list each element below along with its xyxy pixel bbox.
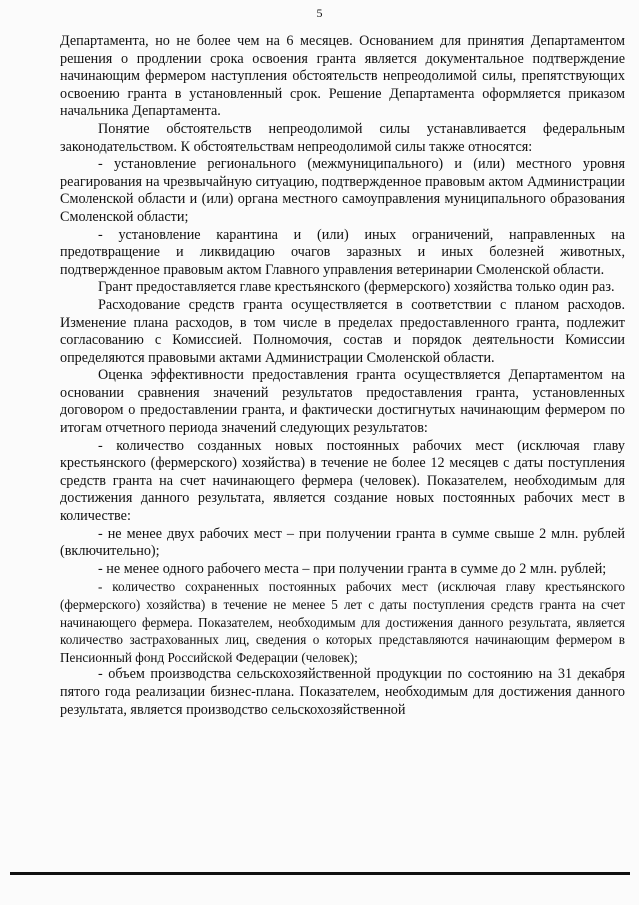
paragraph-evaluation: Оценка эффективности предоставления гранта осуществляется Департаментом на основании сравнения значений результатов предоставления гранта, установленных договором о предоставлении гранта, и фактически достигнутых начинающим фермером по итогам отчетного периода значений следующих результатов: <box>60 367 625 437</box>
paragraph-grant-once: Грант предоставляется главе крестьянского (фермерского) хозяйства только один раз. <box>98 279 615 296</box>
page-number: 5 <box>316 6 323 20</box>
list-item-new-jobs: - количество созданных новых постоянных рабочих мест (исключая главу крестьянского (фермерского) хозяйства) в течение не более 12 месяцев с даты поступления средств гранта на счет начинающего фермера (человек). Показателем, необходимым для достижения данного результата, является создание новых постоянных рабочих мест в количестве: <box>60 437 625 525</box>
list-item-emergency: - установление регионального (межмуниципального) и (или) местного уровня реагирования на чрезвычайную ситуацию, подтвержденное правовым актом Администрации Смоленской области и (или) органа местного самоуправления муниципального образования Смоленской области; <box>60 156 625 225</box>
document-body <box>60 33 625 719</box>
paragraph-force-majeure: Понятие обстоятельств непреодолимой силы устанавливается федеральным законодательством. К обстоятельствам непреодолимой силы также относятся: <box>60 120 625 155</box>
paragraph-continuation: Департамента, но не более чем на 6 месяцев. Основанием для принятия Департаментом решения о продлении срока освоения гранта является документальное подтверждение начинающим фермером наступления обстоятельств непреодолимой силы, препятствующих освоению гранта в установленный срок. Решение Департамента оформляется приказом начальника Департамента. <box>60 33 625 120</box>
paragraph-spending: Расходование средств гранта осуществляется в соответствии с планом расходов. Изменение плана расходов, в том числе в пределах предоставленного гранта, подлежит согласованию с Комиссией. Полномочия, состав и порядок деятельности Комиссии определяются правовыми актами Администрации Смоленской области. <box>60 296 625 366</box>
list-item-production-volume: - объем производства сельскохозяйственной продукции по состоянию на 31 декабря пятого года реализации бизнес-плана. Показателем, необходимым для достижения данного результата, является производство сельскохозяйственной <box>60 666 625 718</box>
list-item-quarantine: - установление карантина и (или) иных ограничений, направленных на предотвращение и ликвидацию очагов заразных и иных болезней животных, подтвержденное правовым актом Главного управления ветеринарии Смоленской области. <box>60 226 625 278</box>
list-item-two-jobs: - не менее двух рабочих мест – при получении гранта в сумме свыше 2 млн. рублей (включительно); <box>60 525 625 560</box>
list-item-one-job: - не менее одного рабочего места – при получении гранта в сумме до 2 млн. рублей; <box>98 560 607 577</box>
bottom-divider-line <box>10 872 630 875</box>
list-item-retained-jobs: - количество сохраненных постоянных рабочих мест (исключая главу крестьянского (фермерского) хозяйства) в течение не менее 5 лет с даты поступления средств гранта на счет начинающего фермера. Показателем, необходимым для достижения данного результата, является количество застрахованных лиц, сведения о которых представляются начинающим фермером в Пенсионный фонд Российской Федерации (человек); <box>60 579 625 665</box>
